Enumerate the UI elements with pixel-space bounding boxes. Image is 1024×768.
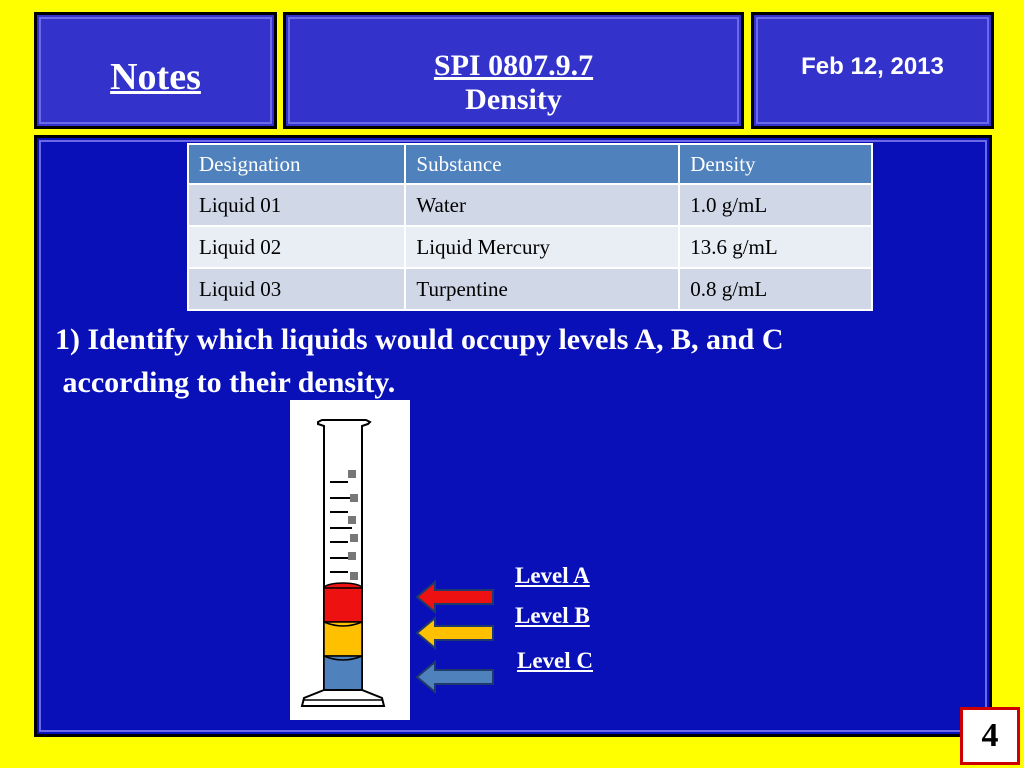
level-c-label: Level C	[517, 648, 594, 673]
table-row	[188, 268, 872, 310]
table-cell: 1.0 g/mL	[679, 184, 872, 226]
table-row	[188, 184, 872, 226]
table-cell: Liquid Mercury	[405, 226, 679, 268]
arrow-left-icon	[415, 616, 495, 650]
header-designation: Designation	[188, 144, 405, 184]
table-cell: Liquid 02	[188, 226, 405, 268]
level-a-label: Level A	[515, 563, 590, 588]
table-cell: 0.8 g/mL	[679, 268, 872, 310]
spi-code: SPI 0807.9.7	[433, 49, 594, 82]
topic-title: Density	[465, 83, 562, 116]
layer-c-blue	[324, 656, 362, 690]
header-density: Density	[679, 144, 872, 184]
table-cell: Water	[405, 184, 679, 226]
table-cell: 13.6 g/mL	[679, 226, 872, 268]
date-panel	[751, 12, 994, 129]
table-cell: Turpentine	[405, 268, 679, 310]
table-row	[188, 226, 872, 268]
table-cell: Liquid 03	[188, 268, 405, 310]
header-substance: Substance	[405, 144, 679, 184]
arrow-left-icon	[415, 580, 495, 614]
layer-a-red	[324, 588, 362, 622]
layer-b-yellow	[324, 622, 362, 656]
question-line-2: according to their density.	[55, 366, 396, 399]
level-b-label: Level B	[515, 603, 590, 628]
table-header-row	[188, 144, 872, 184]
notes-label: Notes	[110, 56, 201, 98]
question-line-1: 1) Identify which liquids would occupy levels A, B, and C	[55, 323, 784, 356]
slide-date: Feb 12, 2013	[801, 53, 944, 80]
table-cell: Liquid 01	[188, 184, 405, 226]
graduated-cylinder-illustration	[290, 400, 410, 720]
arrow-left-icon	[415, 660, 495, 694]
notes-panel	[34, 12, 277, 129]
page-number: 4	[960, 707, 1020, 765]
title-panel	[283, 12, 744, 129]
density-table	[187, 143, 873, 311]
question-text	[55, 318, 783, 404]
